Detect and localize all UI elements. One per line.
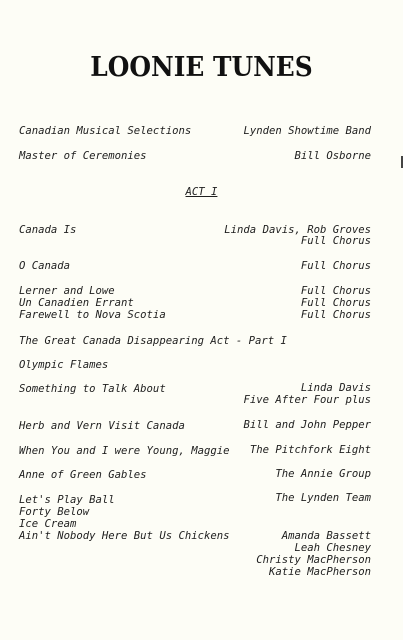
header-row-1-left: Canadian Musical Selections	[19, 125, 192, 137]
program-item-title: Canada Is	[19, 224, 77, 236]
act-heading-wrap	[0, 186, 403, 198]
program-item-title: Ain't Nobody Here But Us Chickens	[19, 530, 230, 542]
program-item-performer: Full Chorus	[300, 309, 371, 321]
program-item-title: Un Canadien Errant	[19, 297, 134, 309]
page-title: LOONIE TUNES	[90, 52, 313, 83]
program-item-title: When You and I were Young, Maggie	[19, 445, 230, 457]
program-item-performer: Linda Davis	[300, 382, 371, 394]
program-item-performer: Full Chorus	[300, 235, 371, 247]
program-item-title: Farewell to Nova Scotia	[19, 309, 166, 321]
program-item-performer: Full Chorus	[300, 297, 371, 309]
program-item-title: Lerner and Lowe	[19, 285, 115, 297]
program-item-performer: Bill and John Pepper	[243, 419, 371, 431]
program-item-performer: Leah Chesney	[294, 542, 371, 554]
program-item-title: Something to Talk About	[19, 383, 166, 395]
program-item-performer: The Lynden Team	[275, 492, 371, 504]
program-item-title: Let's Play Ball	[19, 494, 115, 506]
program-item-performer: The Annie Group	[275, 468, 371, 480]
program-item-performer: Five After Four plus	[243, 394, 371, 406]
program-item-title: O Canada	[19, 260, 71, 272]
act-heading: ACT I	[185, 186, 218, 198]
program-item-performer: Full Chorus	[300, 285, 371, 297]
program-item-performer: Full Chorus	[300, 260, 371, 272]
program-item-performer: The Pitchfork Eight	[249, 444, 371, 456]
program-item-title: Forty Below	[19, 506, 90, 518]
program-item-performer: Christy MacPherson	[256, 554, 371, 566]
program-item-title: The Great Canada Disappearing Act - Part I	[19, 335, 287, 347]
header-row-1-right: Lynden Showtime Band	[243, 125, 371, 137]
program-item-performer: Linda Davis, Rob Groves	[224, 224, 371, 236]
program-item-title: Anne of Green Gables	[19, 469, 147, 481]
program-item-performer: Amanda Bassett	[281, 530, 371, 542]
program-item-title: Olympic Flames	[19, 359, 109, 371]
header-row-2-left: Master of Ceremonies	[19, 150, 147, 162]
program-item-performer: Katie MacPherson	[268, 566, 371, 578]
program-item-title: Herb and Vern Visit Canada	[19, 420, 185, 432]
program-item-title: Ice Cream	[19, 518, 77, 530]
header-row-2-right: Bill Osborne	[294, 150, 371, 162]
